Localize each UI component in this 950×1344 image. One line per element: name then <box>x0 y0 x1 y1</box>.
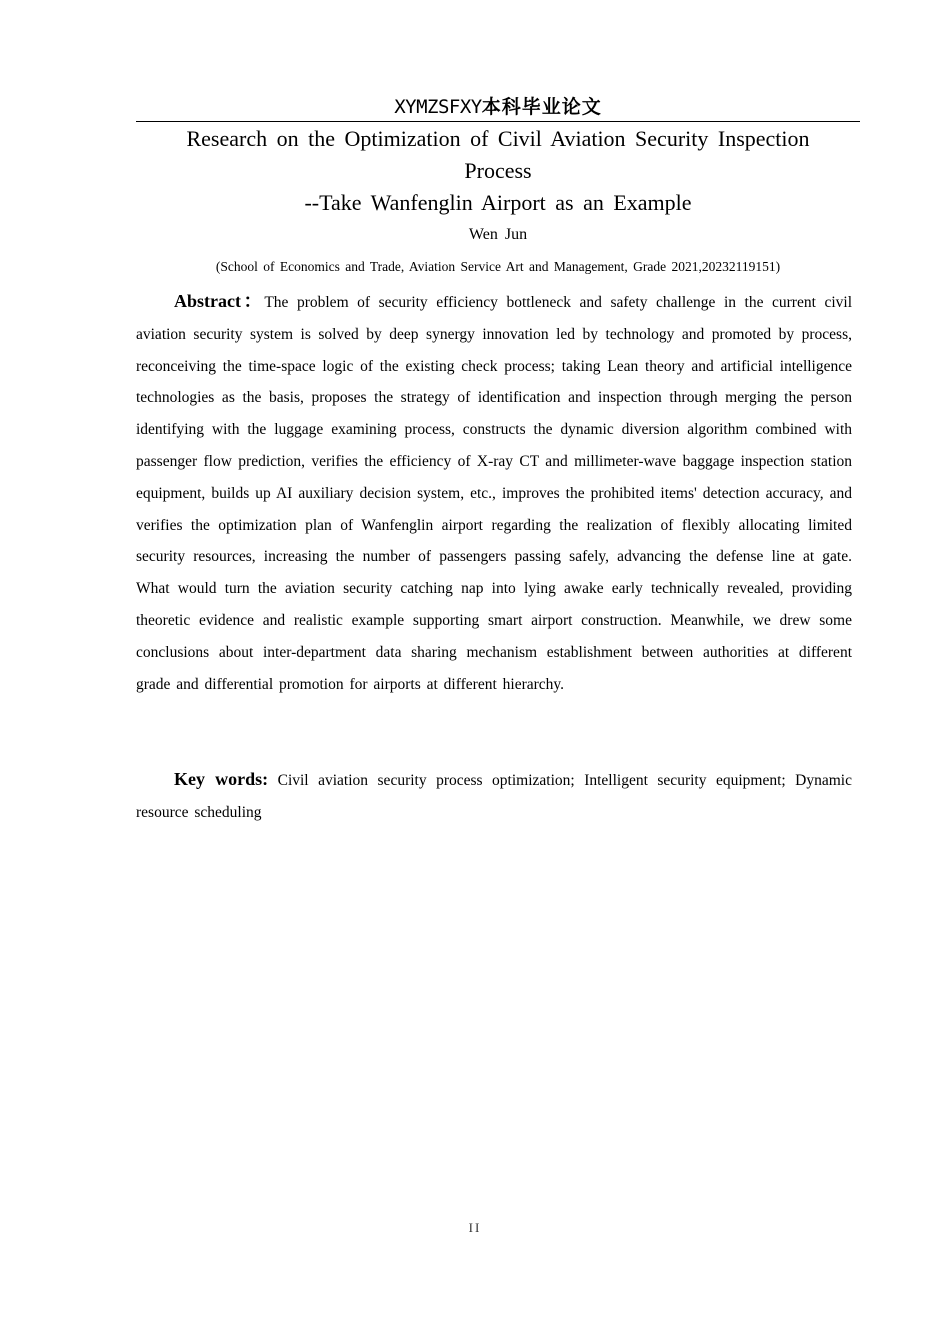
page-number: II <box>468 1220 482 1235</box>
title-block <box>136 123 860 283</box>
keywords-paragraph <box>136 764 852 829</box>
keywords-text: Civil aviation security process optimization; Intelligent security equipment; Dynamic resource scheduling <box>136 772 852 821</box>
header-code: XYMZSFXY <box>394 96 482 118</box>
abstract-label: Abstract： <box>174 291 265 311</box>
abstract-paragraph <box>136 286 852 700</box>
author-affiliation: (School of Economics and Trade, Aviation Service Art and Management, Grade 2021,20232119151) <box>215 259 781 274</box>
paper-subtitle: --Take Wanfenglin Airport as an Example <box>304 190 692 215</box>
keywords-label: Key words: <box>174 769 269 789</box>
paper-title: Research on the Optimization of Civil Aviation Security Inspection Process <box>186 126 810 183</box>
abstract-text: The problem of security efficiency bottleneck and safety challenge in the current civil aviation security system is solved by deep synergy innovation led by technology and promoted by process, reconceiving the time-space logic of the existing check process; taking Lean theory and artificial intelligence technologies as the basis, proposes the strategy of identification and inspection through merging the person identifying with the luggage examining process, constructs the dynamic diversion algorithm combined with passenger flow prediction, verifies the efficiency of X-ray CT and millimeter-wave baggage inspection station equipment, builds up AI auxiliary decision system, etc., improves the prohibited items' detection accuracy, and verifies the optimization plan of Wanfenglin airport regarding the realization of flexibly allocating limited security resources, increasing the number of passengers passing safely, advancing the defense line at gate. What would turn the aviation security catching nap into lying awake early technically revealed, providing theoretic evidence and realistic example supporting smart airport construction. Meanwhile, we drew some conclusions about inter-department data sharing mechanism establishment between authorities at different grade and differential promotion for airports at different hierarchy. <box>136 294 852 693</box>
author-name: Wen Jun <box>468 226 528 243</box>
header-label: 本科毕业论文 <box>481 96 602 118</box>
running-header <box>136 94 860 122</box>
